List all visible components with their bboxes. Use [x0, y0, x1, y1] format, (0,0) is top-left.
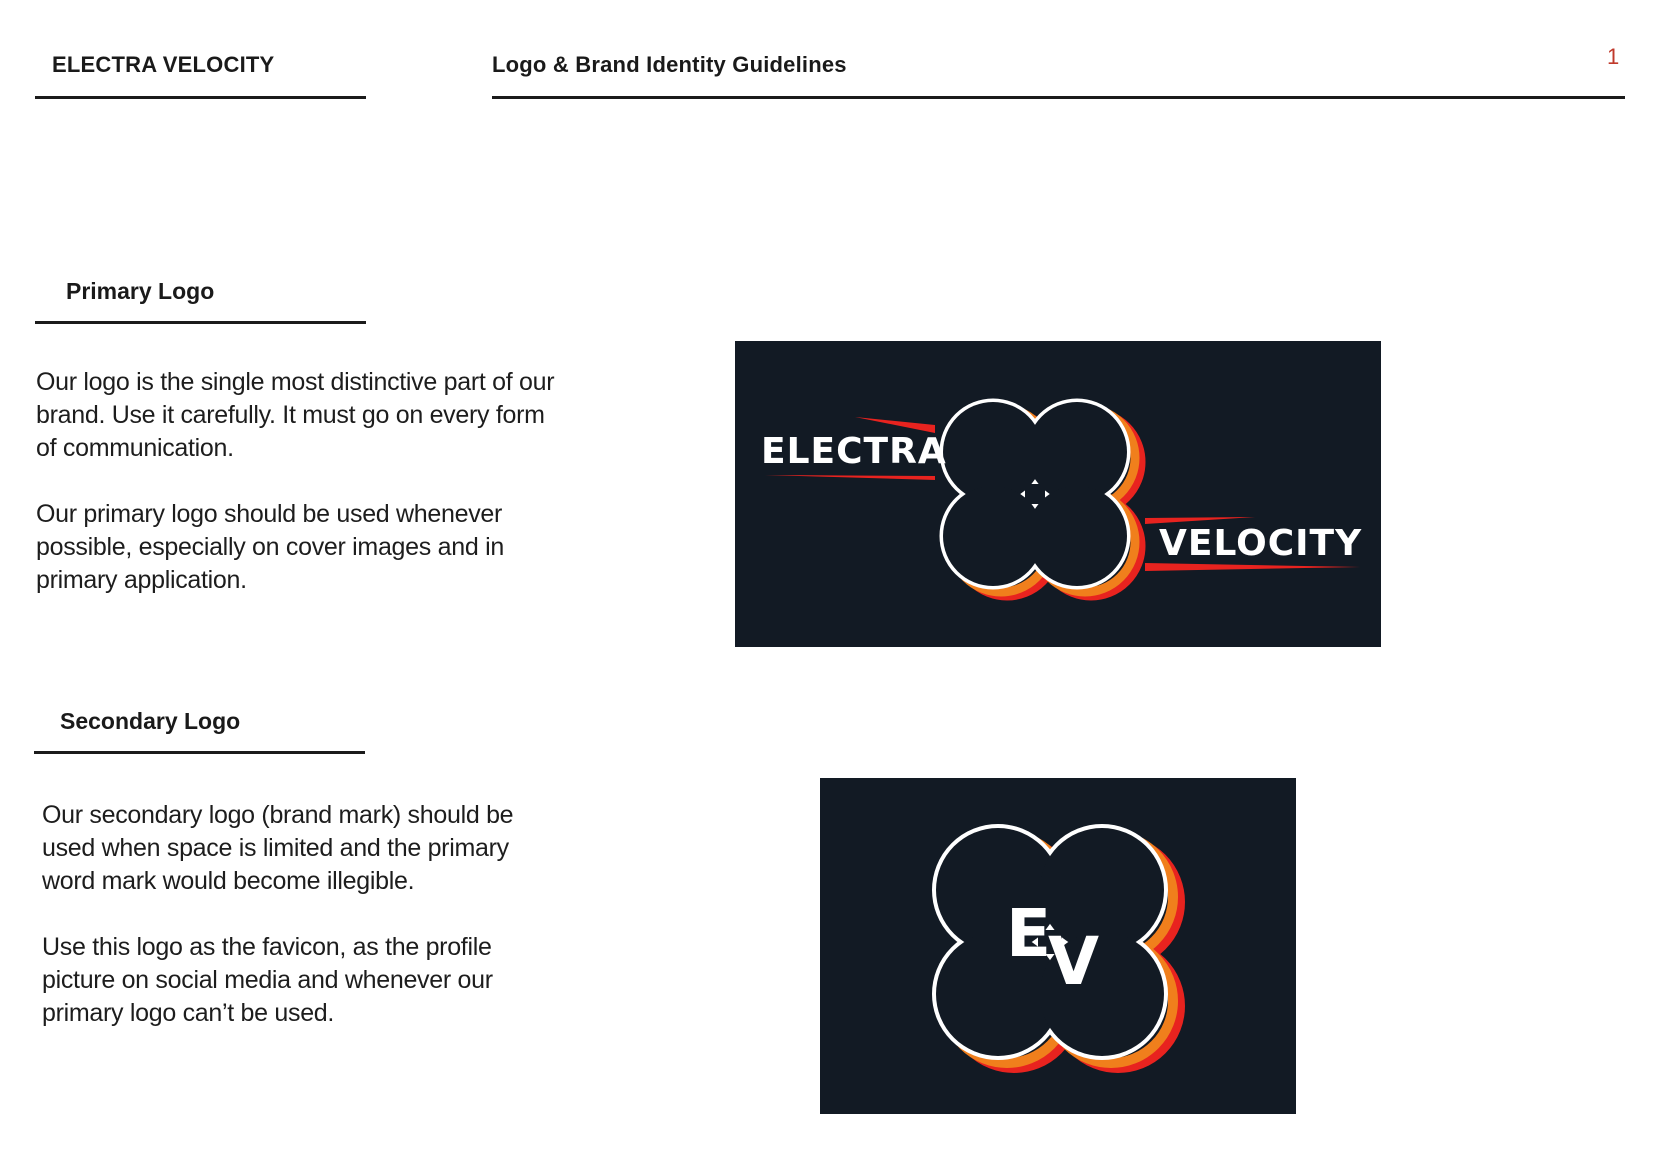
primary-logo-panel [735, 341, 1381, 647]
secondary-logo-description [42, 799, 532, 1063]
secondary-paragraph-2: Use this logo as the favicon, as the profile picture on social media and whenever our primary logo can’t be used. [42, 933, 493, 1027]
brand-mark-icon [943, 402, 1141, 596]
primary-paragraph-2: Our primary logo should be used whenever possible, especially on cover images and in primary application. [36, 500, 504, 594]
logo-letter-v: V [1048, 923, 1100, 1000]
document-title: Logo & Brand Identity Guidelines [492, 52, 847, 77]
primary-logo-heading: Primary Logo [66, 278, 215, 304]
primary-logo-graphic [735, 341, 1381, 647]
secondary-paragraph-1: Our secondary logo (brand mark) should be used when space is limited and the primary word mark would become illegible. [42, 801, 514, 895]
page-number: 1 [1607, 44, 1620, 69]
secondary-logo-graphic [820, 778, 1296, 1114]
secondary-logo-panel [820, 778, 1296, 1114]
secondary-logo-rule [34, 751, 365, 754]
logo-word-velocity: VELOCITY [1159, 523, 1363, 564]
secondary-logo-heading: Secondary Logo [60, 708, 241, 734]
logo-letter-e: E [1006, 895, 1052, 972]
primary-logo-rule [35, 321, 366, 324]
brand-rule [35, 96, 366, 99]
brand-name: ELECTRA VELOCITY [52, 52, 275, 77]
title-rule [492, 96, 1625, 99]
primary-logo-description [36, 366, 556, 630]
logo-word-electra: ELECTRA [761, 431, 947, 472]
primary-paragraph-1: Our logo is the single most distinctive part of our brand. Use it carefully. It must go on every form of communication. [36, 368, 555, 462]
